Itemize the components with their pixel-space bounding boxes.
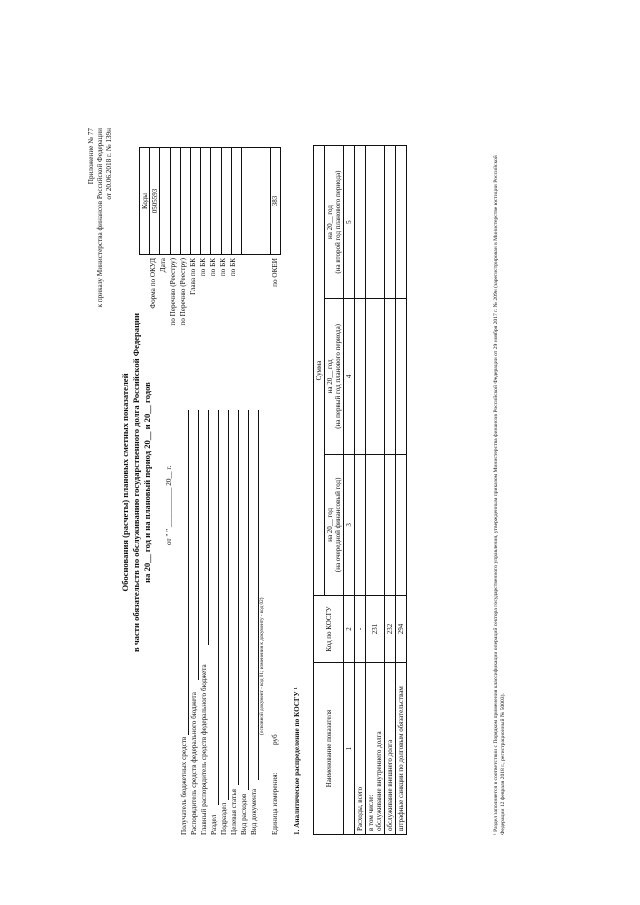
col-year3: на 20__ год (на второй год планового периода) [325,146,344,299]
field-doc-hint: (основной документ - код 01; изменения к документу - код 02) [259,597,265,735]
code-cell [190,148,200,255]
bk-chapter-label: Глава по БК [189,258,197,295]
field-main-distributor: Главный распорядитель средств федерального бюджета [200,664,208,835]
fill-line [258,410,259,780]
table-row [355,146,366,835]
code-cell [241,148,270,255]
appendix-number: Приложение № 77 [87,128,95,185]
field-recipient: Получатель бюджетных средств [180,736,188,835]
col-year1: на 20__ год (на очередной финансовый год) [325,454,344,595]
col-sum: Сумма [314,146,325,596]
code-cell [211,148,221,255]
row-cell [355,454,366,595]
row-cell [366,146,385,299]
doc-title-line2: в части обязательств по обслуживанию государственного долга Российской Федерации [131,313,141,652]
row-code: - [355,596,366,663]
row-cell [385,454,396,595]
row-cell [366,454,385,595]
bk-label-1: по БК [199,258,207,277]
code-cell [201,148,211,255]
code-cell [221,148,231,255]
code-cell [160,148,170,255]
bk-label-3: по БК [219,258,227,277]
row-cell [396,146,407,299]
row-code: 232 [385,596,396,663]
date-label: Дата [159,258,167,273]
table-row [385,146,396,835]
appendix-date: от 20.06.2018 г. № 139н [105,128,113,200]
col-number: 3 [344,454,355,595]
col-kosgu: Код по КОСГУ [314,596,344,663]
doc-title-line1: Обоснования (расчеты) плановых сметных показателей [120,373,130,592]
footnote: ¹ Раздел заполняется в соответствии с Порядком применения классификации операций сектора государственного управления, утвержденным приказом Министерства финансов Российской Федерации от 29 ноября 2017 г. № 209н (зарегистрирован в Министерстве юстиции Российской Федерации 12 февраля 2018 г., регистрационный № 50003). [493,155,506,835]
fill-line [208,410,209,645]
code-cell [170,148,180,255]
field-expense-type: Вид расходов [240,793,248,835]
row-cell [355,146,366,299]
code-cell [180,148,190,255]
col-number: 5 [344,146,355,299]
rotated-sheet [83,120,513,845]
col-number: 4 [344,299,355,455]
bk-label-4: по БК [229,258,237,277]
row-cell [385,146,396,299]
col-number: 1 [344,663,355,835]
row-cell [396,454,407,595]
fill-line [248,410,249,790]
fill-line [188,410,189,735]
table-row [396,146,407,835]
okei-label: по ОКЕИ [271,258,279,287]
fill-line [218,410,219,805]
doc-date-line: от " " ___________ 20__ г. [165,465,173,545]
row-code: 294 [396,596,407,663]
section-heading: 1. Аналитическое распределение по КОСГУ ¹ [293,687,301,835]
fill-line [198,410,199,680]
code-cell [231,148,241,255]
row-name: Расходы, всего [355,663,366,835]
row-cell [385,299,396,455]
field-section: Раздел [210,814,218,835]
field-subsection: Подраздел [220,802,228,835]
appendix-order: к приказу Министерства финансов Российской Федерации [96,128,104,308]
col-year2: на 20__ год (на первый год планового периода) [325,299,344,455]
field-target: Целевая статья [230,789,238,835]
okud-code: 0505593 [150,148,160,255]
row-code: 231 [366,596,385,663]
row-name: в том числе: обслуживание внутреннего долга [366,663,385,835]
okud-label: Форма по ОКУД [149,258,157,309]
fill-line [238,410,239,785]
registry-label-1: по Перечню (Реестру) [169,258,177,326]
fill-line [228,410,229,800]
okei-code: 383 [270,148,280,255]
row-cell [355,299,366,455]
codes-header: Коды [140,148,150,255]
kosgu-table [313,145,407,835]
col-name: Наименование показателя [314,663,344,835]
bk-label-2: по БК [209,258,217,277]
table-row [366,146,385,835]
col-number: 2 [344,596,355,663]
doc-title-line3: на 20__ год и на плановый период 20__ и 20__ годов [142,382,152,583]
row-name: штрафные санкции по долговым обязательствам [396,663,407,835]
codes-table [139,147,281,255]
row-cell [366,299,385,455]
field-doc-type: Вид документа [250,788,258,835]
field-unit: Единица измерения: [271,772,279,835]
field-distributor: Распорядитель средств федерального бюджета [190,692,198,835]
row-name: обслуживание внешнего долга [385,663,396,835]
registry-label-2: по Перечню (Реестру) [179,258,187,326]
field-unit-value: руб [271,734,279,745]
row-cell [396,299,407,455]
